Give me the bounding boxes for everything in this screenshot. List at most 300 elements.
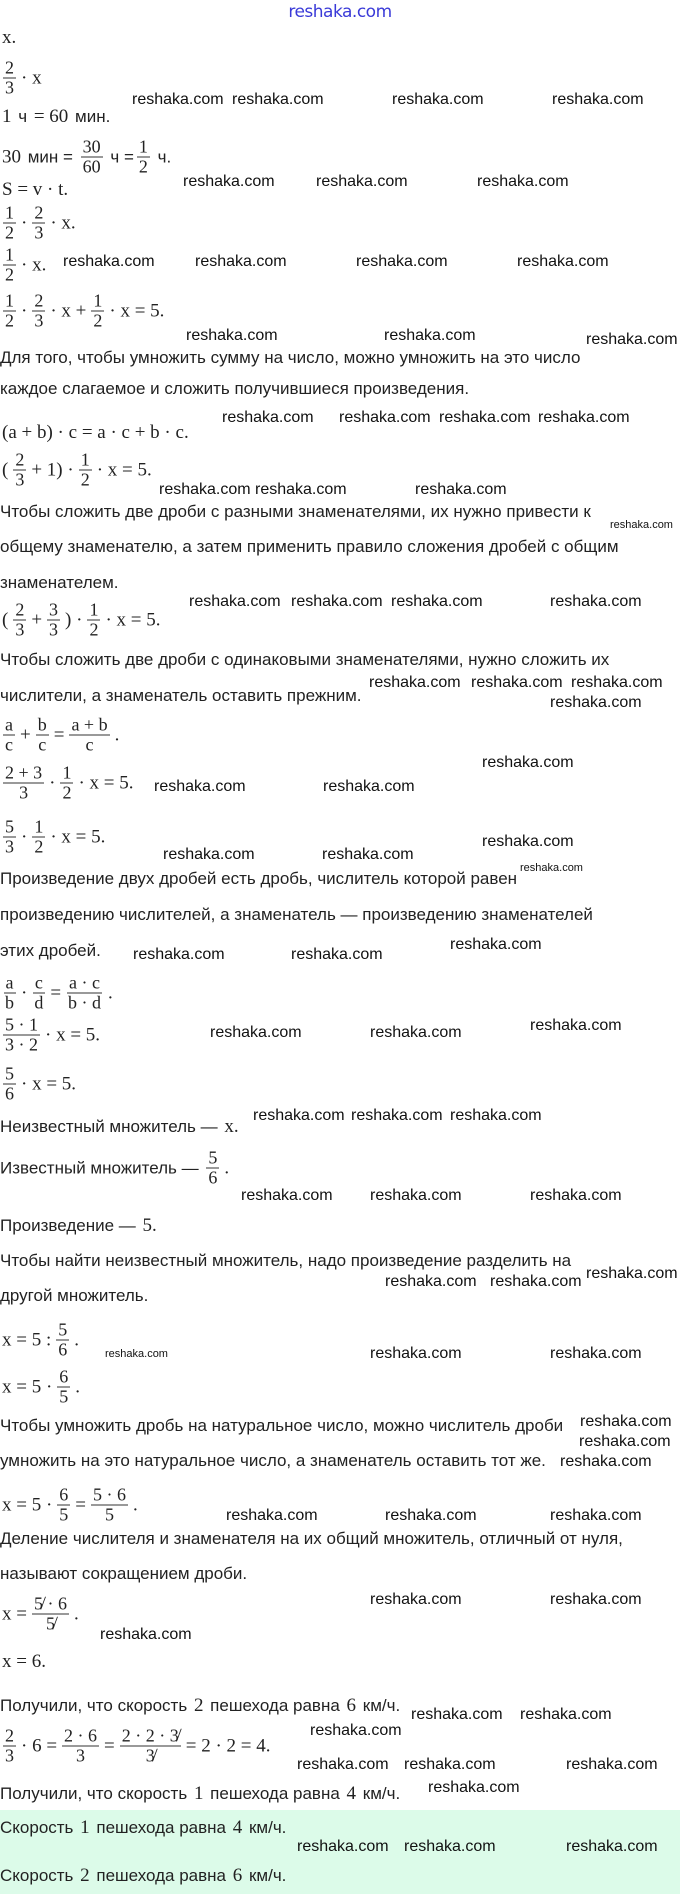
denominator: 2 (5, 222, 14, 243)
text-line (0, 650, 609, 670)
math-expression: 2 (80, 1865, 90, 1886)
text-segment: Произведение — (0, 1216, 141, 1235)
denominator: b (5, 992, 14, 1013)
denominator: 3 (15, 469, 25, 490)
math-expression: . (74, 1329, 79, 1350)
numerator: 5 (208, 1147, 218, 1168)
watermark: reshaka.com (105, 1347, 168, 1360)
text-line (0, 905, 593, 925)
denominator: 2 (89, 619, 99, 640)
fraction (69, 716, 109, 755)
math-line (0, 818, 107, 857)
math-expression: 30 (2, 146, 21, 167)
denominator: 5 (59, 1386, 69, 1407)
numerator: 6 (59, 1366, 69, 1387)
watermark: reshaka.com (404, 1838, 496, 1855)
watermark: reshaka.com (530, 1017, 622, 1034)
denominator: 5 (105, 1504, 115, 1525)
fraction (206, 1149, 219, 1188)
math-line (0, 292, 166, 331)
math-expression: · x = 5. (21, 1073, 77, 1094)
text-segment: Чтобы сложить две дроби с одинаковыми знаменателями, нужно сложить их (0, 650, 610, 669)
text-line (0, 941, 101, 961)
numerator: 2 (34, 202, 44, 223)
math-expression: + (31, 609, 43, 630)
numerator: 1 (80, 449, 90, 470)
fraction (47, 601, 60, 640)
text-line (0, 1695, 400, 1717)
watermark: reshaka.com (517, 253, 609, 270)
fraction (3, 974, 16, 1013)
text-segment: Произведение двух дробей есть дробь, числитель которой равен (0, 869, 518, 888)
math-expression: · (21, 212, 28, 233)
text-line (0, 1149, 231, 1188)
watermark: reshaka.com (186, 327, 278, 344)
text-segment: мин. (70, 107, 111, 126)
math-expression: 5. (142, 1215, 157, 1236)
fraction (81, 138, 103, 177)
math-line (0, 1486, 140, 1525)
fraction (13, 601, 26, 640)
watermark: reshaka.com (411, 1706, 503, 1723)
text-segment: Для того, чтобы умножить сумму на число, можно умножить на это число (0, 348, 581, 367)
text-line (0, 537, 619, 557)
watermark: reshaka.com (163, 846, 255, 863)
denominator: b · d (68, 992, 102, 1013)
denominator: d (34, 992, 44, 1013)
watermark: reshaka.com (370, 1024, 462, 1041)
numerator: 2 (5, 57, 14, 78)
text-line (0, 1251, 571, 1271)
watermark: reshaka.com (552, 91, 644, 108)
math-expression: (a + b) · c = a · c + b · c. (2, 422, 189, 443)
text-line (0, 1865, 286, 1887)
watermark: reshaka.com (471, 674, 563, 691)
numerator: 5 · 6 (93, 1484, 127, 1505)
math-expression: 4 (346, 1783, 357, 1804)
fraction (3, 764, 44, 803)
fraction (13, 451, 26, 490)
watermark: reshaka.com (297, 1756, 389, 1773)
numerator: 1 (5, 290, 14, 311)
numerator: 2 + 3 (5, 762, 43, 783)
numerator: 5 (5, 816, 14, 837)
denominator: 3 (15, 619, 25, 640)
math-expression: · (21, 826, 28, 847)
denominator: 2 (80, 469, 90, 490)
text-line (0, 573, 119, 593)
watermark: reshaka.com (566, 1756, 658, 1773)
numerator: 1 (5, 202, 14, 223)
text-line (0, 1564, 247, 1584)
denominator: 6 (58, 1339, 68, 1360)
text-segment: км/ч. (358, 1696, 401, 1715)
math-expression: S = v · t. (2, 179, 69, 200)
numerator: 2 · 6 (64, 1725, 98, 1746)
text-segment: Скорость (0, 1866, 79, 1885)
text-segment: Получили, что скорость (0, 1696, 192, 1715)
math-expression: · x = 5. (45, 1024, 101, 1045)
numerator: a (5, 714, 13, 735)
math-expression: 6 (346, 1695, 357, 1716)
text-segment: мин = (23, 147, 78, 166)
fraction (3, 1016, 40, 1055)
math-line (0, 106, 110, 128)
text-segment: ч (13, 107, 32, 126)
watermark: reshaka.com (159, 481, 251, 498)
text-line (0, 502, 591, 522)
watermark: reshaka.com (428, 1779, 520, 1796)
math-line (0, 179, 70, 201)
fraction (66, 974, 103, 1013)
math-line (0, 1651, 48, 1673)
math-expression: . (108, 982, 113, 1003)
denominator: 2 (93, 310, 103, 331)
text-segment: Неизвестный множитель — (0, 1117, 223, 1136)
fraction (3, 716, 15, 755)
fraction (32, 974, 45, 1013)
watermark: reshaka.com (586, 1265, 678, 1282)
watermark: reshaka.com (356, 253, 448, 270)
watermark: reshaka.com (322, 846, 414, 863)
text-line (0, 379, 469, 399)
watermark: reshaka.com (586, 331, 678, 348)
math-expression: x. (224, 1116, 239, 1137)
numerator: 6 (59, 1484, 69, 1505)
fraction (60, 764, 73, 803)
watermark: reshaka.com (154, 778, 246, 795)
watermark: reshaka.com (189, 593, 281, 610)
numerator: b (37, 714, 47, 735)
math-line (0, 1727, 273, 1766)
text-segment: Чтобы найти неизвестный множитель, надо произведение разделить на (0, 1251, 572, 1270)
math-line (0, 27, 18, 49)
watermark: reshaka.com (369, 674, 461, 691)
text-segment: ч = (105, 147, 134, 166)
math-line (0, 764, 136, 803)
text-segment: этих дробей. (0, 941, 101, 960)
numerator: 5 (58, 1319, 68, 1340)
watermark: reshaka.com (385, 1507, 477, 1524)
watermark: reshaka.com (560, 1453, 652, 1470)
fraction (62, 1727, 99, 1766)
denominator: 6 (5, 1083, 14, 1104)
watermark: reshaka.com (370, 1591, 462, 1608)
math-expression: · (21, 982, 28, 1003)
denominator: 2 (5, 264, 14, 285)
text-line (0, 1416, 563, 1436)
text-segment: Деление числителя и знаменателя на их общий множитель, отличный от нуля, (0, 1529, 623, 1548)
math-expression: · x = 5. (96, 459, 152, 480)
text-segment: ч. (152, 147, 172, 166)
numerator: 5 · 1 (5, 1014, 38, 1035)
fraction (32, 1595, 69, 1634)
denominator: c (38, 734, 47, 755)
math-line (0, 601, 163, 640)
text-line (0, 1529, 623, 1549)
math-expression: 4 (232, 1817, 243, 1838)
fraction (57, 1486, 70, 1525)
text-line (0, 348, 580, 368)
watermark: reshaka.com (385, 1273, 477, 1290)
math-expression: · x + (50, 300, 87, 321)
fraction (36, 716, 49, 755)
watermark: reshaka.com (579, 1433, 671, 1450)
numerator: a · c (69, 972, 101, 993)
numerator: 5 (5, 1063, 14, 1084)
watermark: reshaka.com (323, 778, 415, 795)
fraction (137, 138, 150, 177)
fraction (79, 451, 92, 490)
fraction (91, 1486, 128, 1525)
fraction (120, 1727, 181, 1766)
math-expression: x = 6. (2, 1651, 46, 1672)
text-line (0, 1783, 400, 1805)
math-expression: x = 5 · (2, 1494, 53, 1515)
watermark: reshaka.com (195, 253, 287, 270)
watermark: reshaka.com (310, 1722, 402, 1739)
text-segment: называют сокращением дроби. (0, 1564, 248, 1583)
watermark: reshaka.com (580, 1413, 672, 1430)
math-line (0, 1368, 82, 1407)
watermark: reshaka.com (255, 481, 347, 498)
math-expression: . (114, 724, 120, 745)
numerator: 30 (82, 136, 101, 157)
denominator: 3 (5, 836, 14, 857)
fraction (3, 818, 16, 857)
watermark: reshaka.com (100, 1626, 192, 1643)
watermark: reshaka.com (520, 1706, 612, 1723)
math-line (0, 1595, 81, 1634)
watermark: reshaka.com (226, 1507, 318, 1524)
math-line (0, 246, 48, 285)
text-line (0, 869, 517, 889)
math-expression: = (104, 1735, 115, 1756)
watermark: reshaka.com (351, 1107, 443, 1124)
watermark: reshaka.com (391, 593, 483, 610)
watermark: reshaka.com (482, 833, 574, 850)
text-segment: каждое слагаемое и сложить получившиеся произведения. (0, 379, 470, 398)
math-line (0, 138, 171, 177)
text-line (0, 1451, 546, 1471)
watermark: reshaka.com (232, 91, 324, 108)
denominator: 60 (82, 156, 101, 177)
watermark: reshaka.com (550, 694, 642, 711)
watermark: reshaka.com (490, 1273, 582, 1290)
watermark: reshaka.com (210, 1024, 302, 1041)
text-segment: Скорость (0, 1818, 79, 1837)
denominator: 2 (62, 782, 72, 803)
header-watermark: reshaka.com (288, 2, 392, 22)
fraction (3, 204, 16, 243)
fraction (32, 292, 45, 331)
watermark: reshaka.com (550, 1591, 642, 1608)
text-segment: другой множитель. (0, 1286, 149, 1305)
watermark: reshaka.com (370, 1345, 462, 1362)
math-line (0, 716, 121, 755)
denominator: c (5, 734, 13, 755)
math-expression: x = 5 · (2, 1376, 53, 1397)
text-line (0, 686, 362, 706)
watermark: reshaka.com (63, 253, 155, 270)
watermark: reshaka.com (550, 1507, 642, 1524)
watermark: reshaka.com (253, 1107, 345, 1124)
watermark: reshaka.com (482, 754, 574, 771)
watermark: reshaka.com (450, 936, 542, 953)
watermark: reshaka.com (392, 91, 484, 108)
text-line (0, 1215, 159, 1237)
math-expression: ( (2, 459, 9, 480)
denominator: 3 · 2 (5, 1034, 38, 1055)
text-segment: Получили, что скорость (0, 1784, 192, 1803)
watermark: reshaka.com (183, 173, 275, 190)
text-segment: числители, а знаменатель оставить прежним. (0, 686, 362, 705)
math-line (0, 451, 154, 490)
text-line (0, 1286, 148, 1306)
math-expression: = 60 (33, 106, 69, 127)
fraction (3, 59, 16, 98)
math-expression: . (75, 1376, 81, 1397)
math-expression: = 2 · 2 = 4. (185, 1735, 271, 1756)
watermark: reshaka.com (550, 1345, 642, 1362)
math-expression: = (50, 982, 62, 1003)
watermark: reshaka.com (530, 1187, 622, 1204)
text-segment: произведению числителей, а знаменатель — произведению знаменателей (0, 905, 593, 924)
math-expression: ) · (65, 609, 83, 630)
numerator: a (5, 972, 14, 993)
watermark: reshaka.com (133, 946, 225, 963)
math-expression: · x = 5. (109, 300, 165, 321)
denominator: 3̸ (145, 1745, 155, 1766)
math-expression: 2 (193, 1695, 204, 1716)
fraction (3, 292, 16, 331)
watermark: reshaka.com (610, 518, 673, 531)
watermark: reshaka.com (450, 1107, 542, 1124)
watermark: reshaka.com (538, 409, 630, 426)
denominator: 3 (76, 1745, 86, 1766)
numerator: c (34, 972, 43, 993)
denominator: 5̸ (45, 1613, 55, 1634)
math-line (0, 1321, 81, 1360)
text-line (0, 1116, 241, 1138)
denominator: c (85, 734, 94, 755)
numerator: 1 (89, 599, 99, 620)
math-expression: = (53, 724, 65, 745)
denominator: 2 (5, 310, 14, 331)
math-expression: · x = 5. (50, 826, 106, 847)
text-segment: км/ч. (358, 1784, 401, 1803)
math-expression: 6 (232, 1865, 243, 1886)
math-expression: · (21, 300, 28, 321)
watermark: reshaka.com (415, 481, 507, 498)
text-segment: пешехода равна (91, 1866, 231, 1885)
math-expression: x. (2, 27, 17, 48)
watermark: reshaka.com (132, 91, 224, 108)
numerator: 1 (138, 136, 148, 157)
math-line (0, 59, 44, 98)
watermark: reshaka.com (439, 409, 531, 426)
watermark: reshaka.com (404, 1756, 496, 1773)
math-expression: x = 5 : (2, 1329, 52, 1350)
watermark: reshaka.com (384, 327, 476, 344)
text-segment: Чтобы умножить дробь на натуральное число, можно числитель дроби (0, 1416, 564, 1435)
math-line (0, 974, 115, 1013)
watermark: reshaka.com (339, 409, 431, 426)
fraction (87, 601, 100, 640)
watermark: reshaka.com (571, 674, 663, 691)
math-line (0, 1065, 78, 1104)
math-expression: x = (2, 1603, 27, 1624)
fraction (3, 246, 16, 285)
math-expression: + (20, 724, 31, 745)
numerator: 1 (34, 816, 44, 837)
math-expression: · 6 = (21, 1735, 58, 1756)
numerator: 2 (5, 1725, 14, 1746)
denominator: 5 (59, 1504, 69, 1525)
text-segment: пешехода равна (205, 1696, 345, 1715)
numerator: 1 (93, 290, 103, 311)
math-expression: 1 (2, 106, 12, 127)
numerator: 2 (15, 449, 25, 470)
denominator: 3 (34, 310, 44, 331)
numerator: 2 · 2 · 3̸ (121, 1725, 179, 1746)
watermark: reshaka.com (241, 1187, 333, 1204)
watermark: reshaka.com (566, 1838, 658, 1855)
math-expression: 1 (193, 1783, 204, 1804)
fraction (3, 1727, 16, 1766)
denominator: 2 (34, 836, 44, 857)
text-segment: умножить на это натуральное число, а знаменатель оставить тот же. (0, 1451, 546, 1470)
numerator: 3 (49, 599, 59, 620)
text-line (0, 1817, 286, 1839)
math-expression: ( (2, 609, 9, 630)
math-expression: . (224, 1157, 230, 1178)
watermark: reshaka.com (297, 1838, 389, 1855)
math-expression: · x. (21, 254, 47, 275)
fraction (57, 1368, 70, 1407)
math-expression: · x. (50, 212, 76, 233)
denominator: 2 (138, 156, 148, 177)
numerator: 5̸ · 6 (33, 1593, 67, 1614)
math-line (0, 204, 78, 243)
fraction (56, 1321, 69, 1360)
math-expression: · x = 5. (105, 609, 161, 630)
denominator: 3 (5, 1745, 14, 1766)
fraction (3, 1065, 16, 1104)
watermark: reshaka.com (520, 861, 583, 874)
denominator: 3 (19, 782, 29, 803)
numerator: 1 (5, 244, 14, 265)
denominator: 3 (5, 77, 14, 98)
text-segment: общему знаменателю, а затем применить правило сложения дробей с общим (0, 537, 619, 556)
watermark: reshaka.com (477, 173, 569, 190)
fraction (32, 204, 45, 243)
math-expression: · x (21, 67, 42, 88)
watermark: reshaka.com (291, 593, 383, 610)
fraction (32, 818, 45, 857)
math-expression: . (133, 1494, 138, 1515)
math-line (0, 1016, 102, 1055)
watermark: reshaka.com (222, 409, 314, 426)
watermark: reshaka.com (550, 593, 642, 610)
math-expression: 1 (80, 1817, 90, 1838)
text-segment: Известный множитель — (0, 1158, 204, 1177)
text-segment: км/ч. (244, 1866, 287, 1885)
watermark: reshaka.com (370, 1187, 462, 1204)
text-segment: км/ч. (244, 1818, 287, 1837)
math-line (0, 422, 191, 444)
numerator: 1 (62, 762, 72, 783)
